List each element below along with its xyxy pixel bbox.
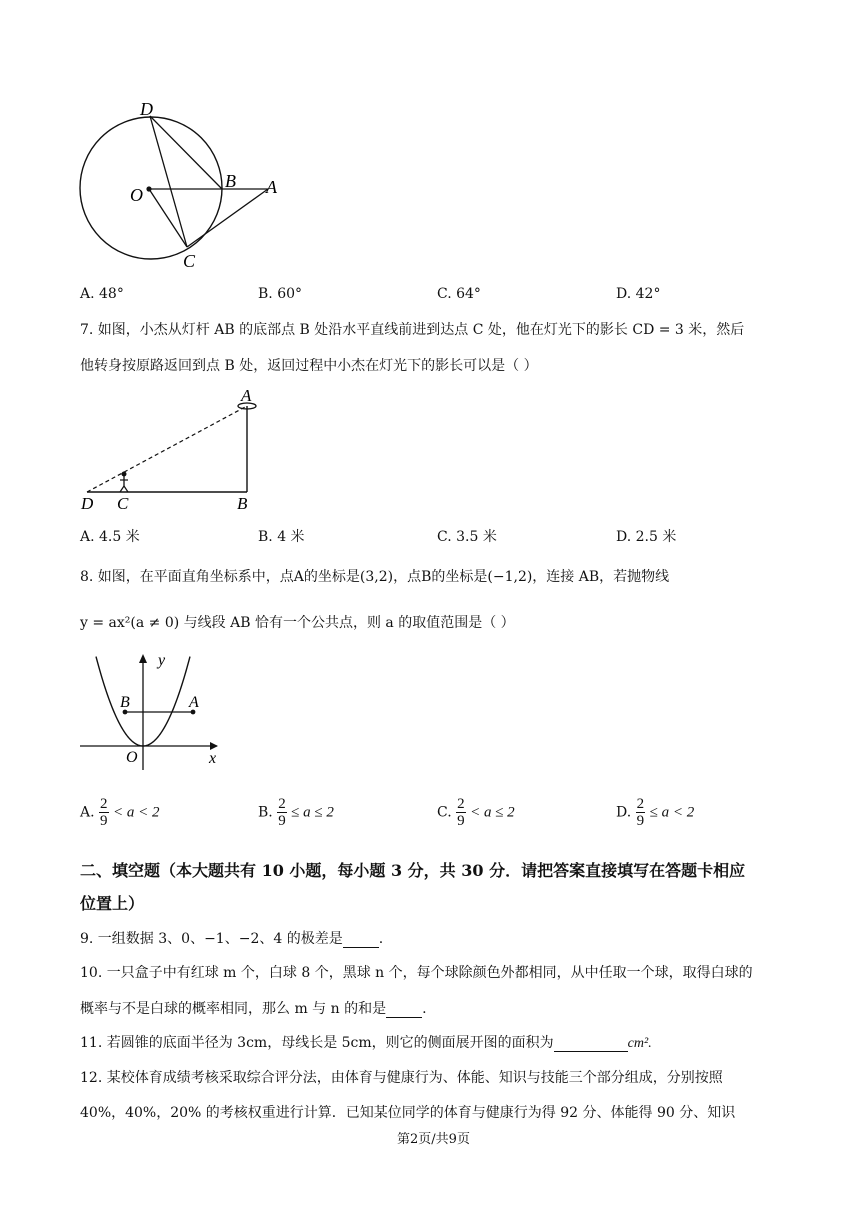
q8-option-c: C. $\frac{2}{9}$ < a ≤ 2: [437, 796, 515, 829]
q7-line2: 他转身按原路返回到点 B 处，返回过程中小杰在灯光下的影长可以是（ ）: [80, 358, 538, 374]
center-point: [146, 186, 151, 191]
section-heading-line2: 位置上）: [80, 894, 145, 913]
q11-line: 11. 若圆锥的底面半径为 3cm，母线长是 5cm，则它的侧面展开图的面积为 cm².: [80, 1035, 652, 1051]
q8-option-b: B. $\frac{2}{9}$ ≤ a ≤ 2: [258, 796, 334, 829]
q6-option-c: C. 64°: [437, 286, 481, 302]
q7-option-d: D. 2.5 米: [616, 529, 677, 545]
light-ray: [87, 406, 247, 492]
q10-line2: 概率与不是白球的概率相同，那么 m 与 n 的和是 .: [80, 1001, 427, 1017]
page-footer: 第2页/共9页: [397, 1132, 470, 1147]
q7-option-c: C. 3.5 米: [437, 529, 497, 545]
q8-option-d: D. $\frac{2}{9}$ ≤ a < 2: [616, 796, 695, 829]
q8-line1: 8. 如图，在平面直角坐标系中，点A的坐标是(3,2)，点B的坐标是(−1,2)，连接 AB，若抛物线: [80, 569, 670, 585]
q7-lamp-figure: [75, 385, 275, 515]
segment-oc: [149, 189, 187, 247]
q7-option-b: B. 4 米: [258, 529, 305, 545]
label-b: B: [225, 171, 236, 191]
q8-option-a: A. $\frac{2}{9}$ < a < 2: [80, 796, 160, 829]
q7-option-a: A. 4.5 米: [80, 529, 140, 545]
q6-circle-figure: [70, 95, 290, 275]
label-o: O: [130, 185, 143, 205]
label-c: C: [183, 251, 196, 271]
section-heading-line1: 二、填空题（本大题共有 10 小题，每小题 3 分，共 30 分．请把答案直接填写在答题卡相应: [80, 861, 746, 880]
segment-ca: [187, 189, 268, 247]
fraction: $\frac{2}{9}$: [278, 796, 286, 829]
q6-option-a: A. 48°: [80, 286, 124, 302]
q6-option-d: D. 42°: [616, 286, 661, 302]
q10-line1: 10. 一只盒子中有红球 m 个，白球 8 个，黑球 n 个，每个球除颜色外都相同，从中任取一个球，取得白球的: [80, 965, 753, 981]
label-y: y: [158, 652, 166, 669]
q8-parabola-figure: [75, 645, 235, 770]
fraction: $\frac{2}{9}$: [457, 796, 465, 829]
label-x: x: [209, 750, 217, 767]
label-c: C: [117, 494, 129, 513]
label-a: A: [189, 694, 199, 711]
label-a: A: [266, 177, 277, 197]
label-b: B: [120, 694, 130, 711]
label-a: A: [241, 386, 252, 405]
fraction: $\frac{2}{9}$: [100, 796, 108, 829]
q8-line2: y = ax²(a ≠ 0) 与线段 AB 恰有一个公共点，则 a 的取值范围是（ ）: [80, 615, 515, 631]
label-d: D: [140, 99, 153, 119]
label-b: B: [237, 494, 248, 513]
answer-blank: [386, 1001, 422, 1018]
answer-blank: [554, 1035, 628, 1052]
q6-option-b: B. 60°: [258, 286, 303, 302]
y-axis-arrow-icon: [139, 654, 147, 663]
q7-line1: 7. 如图，小杰从灯杆 AB 的底部点 B 处沿水平直线前进到达点 C 处，他在灯光下的影长 CD = 3 米，然后: [80, 322, 745, 338]
q12-line1: 12. 某校体育成绩考核采取综合评分法，由体育与健康行为、体能、知识与技能三个部分组成，分别按照: [80, 1070, 723, 1086]
x-axis-arrow-icon: [210, 742, 218, 750]
label-o: O: [126, 749, 138, 766]
fraction: $\frac{2}{9}$: [636, 796, 645, 829]
label-d: D: [81, 494, 94, 513]
person-icon: [120, 472, 128, 493]
answer-blank: [343, 931, 379, 948]
q12-line2: 40%，40%，20% 的考核权重进行计算．已知某位同学的体育与健康行为得 92 分、体能得 90 分、知识: [80, 1105, 736, 1121]
q9-line: 9. 一组数据 3、0、−1、−2、4 的极差是 .: [80, 931, 384, 947]
